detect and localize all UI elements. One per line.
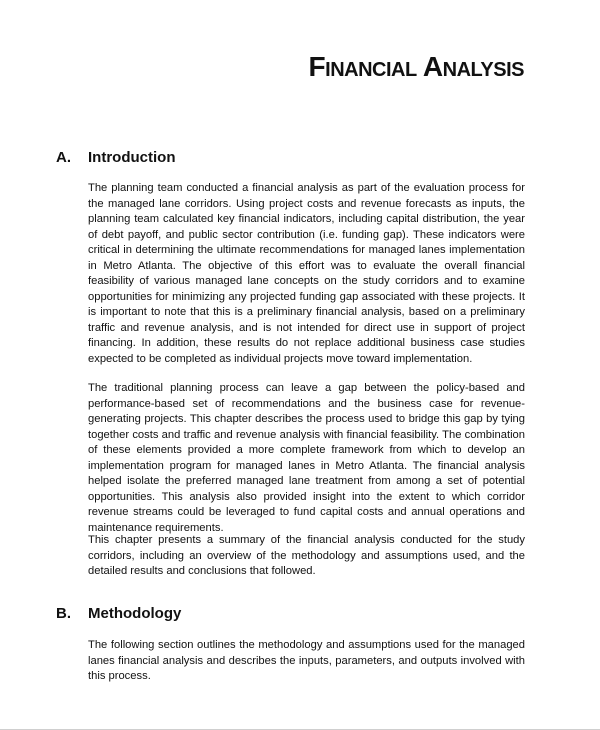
section-heading-methodology <box>56 605 181 623</box>
introduction-paragraph-2: The traditional planning process can leave a gap between the policy-based and performance-based set of recommendations and the business case for revenue-generating projects. This chapter describes the process used to bridge this gap by tying together costs and traffic and revenue analysis with financial feasibility. The combination of these elements provided a more complete framework from which to develop an implementation program for managed lanes in Metro Atlanta. The financial analysis helped isolate the preferred managed lane treatment from among a set of potential opportunities. This analysis also provided insight into the extent to which corridor revenue streams could be leveraged to fund capital costs and annual operations and maintenance requirements. <box>88 382 525 534</box>
introduction-paragraph-3: This chapter presents a summary of the financial analysis conducted for the study corridors, including an overview of the methodology and assumptions used, and the detailed results and conclusions that followed. <box>88 534 525 577</box>
section-letter: A. <box>56 149 71 166</box>
section-letter: B. <box>56 605 71 622</box>
document-title: Financial Analysis <box>308 51 524 82</box>
introduction-paragraph-1: The planning team conducted a financial analysis as part of the evaluation process for the managed lane corridors. Using project costs and revenue forecasts as inputs, the planning team calculated key financial indicators, including capital distribution, the year of debt payoff, and public sector contribution (i.e. funding gap). These indicators were critical in determining the ultimate recommendations for managed lanes implementation in Metro Atlanta. The objective of this effort was to evaluate the overall financial feasibility of various managed lane concepts on the study corridors and to examine opportunities for minimizing any projected funding gap associated with these projects. It is important to note that this is a preliminary financial analysis, based on a preliminary traffic and revenue analysis, and is not intended for direct use in support of project financing. In addition, these results do not replace additional business case studies expected to be completed as individual projects move toward implementation. <box>88 182 525 365</box>
section-title: Methodology <box>88 605 182 622</box>
section-title: Introduction <box>88 149 176 166</box>
section-heading-introduction <box>56 149 175 167</box>
methodology-paragraph-1: The following section outlines the methodology and assumptions used for the managed lanes financial analysis and describes the inputs, parameters, and outputs involved with this process. <box>88 639 525 682</box>
